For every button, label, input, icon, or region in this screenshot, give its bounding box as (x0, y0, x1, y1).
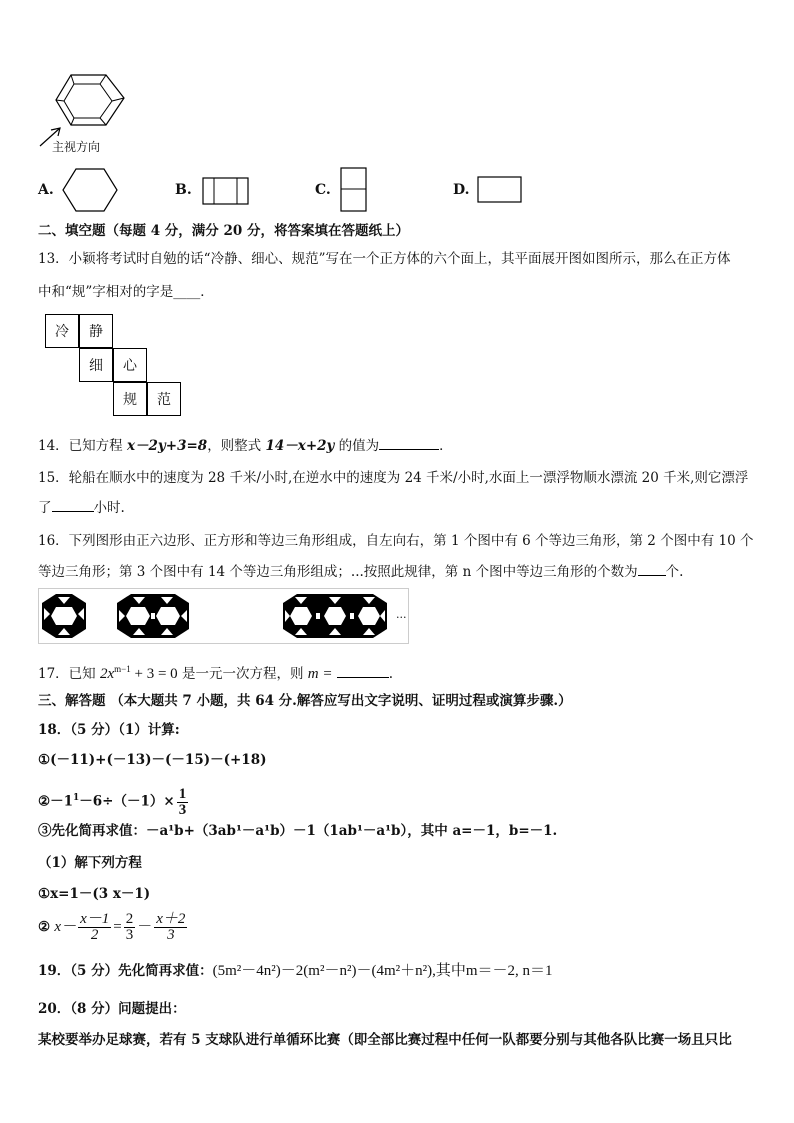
net-cell-5: 规 (113, 382, 147, 416)
net-cell-2: 静 (79, 314, 113, 348)
q18-item1: ①(－11)+(－13)－(－15)－(+18) (38, 752, 267, 768)
q16-line1: 16．下列图形由正六边形、正方形和等边三角形组成，自左向右，第 1 个图中有 6 个等边三角形，第 2 个图中有 10 个 (38, 533, 754, 549)
q19-line: 19．（5 分）先化简再求值：(5m²－4n²)－2(m²－n²)－(4m²＋n²),其中m＝－2, n＝1 (38, 963, 553, 979)
q16-text-b: 个. (665, 564, 684, 580)
q14-text-b: ，则整式 (207, 438, 266, 454)
q18-item2-fraction: $\frac{1}{3}$ (178, 785, 187, 818)
q18-eq2: ② x－ $\frac{x-1}{2}$ = $\frac{2}{3}$ － $\frac{x+2}{3}$ (38, 911, 186, 943)
option-a-label[interactable]: A. (38, 182, 54, 198)
q14-expression: 14－x+2y (265, 438, 335, 454)
net-cell-1: 冷 (45, 314, 79, 348)
q19-expression: (5m²－4n²)－2(m²－n²)－(4m²＋n²),其中m＝－2, n＝1 (212, 963, 553, 979)
option-a-hexagon-shape[interactable] (62, 168, 118, 216)
q14-text-d: ． (439, 438, 453, 454)
pattern-continuation-dots: ... (396, 608, 407, 621)
q18-item3: ③先化简再求值：－a¹b+（3ab¹－a¹b）－1（1ab¹－a¹b），其中 a=－1，b=－1. (38, 823, 558, 839)
q17-line (38, 660, 393, 683)
q20-title: 20．（8 分）问题提出： (38, 1001, 186, 1017)
net-cell-4: 心 (113, 348, 147, 382)
q18-sub2: （1）解下列方程 (38, 855, 142, 871)
q15-line1: 15．轮船在顺水中的速度为 28 千米/小时,在逆水中的速度为 24 千米/小时,水面上一漂浮物顺水漂流 20 千米,则它漂浮 (38, 470, 749, 486)
q18-eq1: ①x=1－(3 x－1) (38, 886, 151, 902)
hexagon-pattern-figure (38, 588, 410, 644)
option-d-rect-shape[interactable] (477, 176, 523, 208)
q17-answer-blank[interactable] (337, 665, 389, 678)
q15-text-a: 了 (38, 500, 52, 516)
q17-equation: $2x^{m-1} + 3 = 0$ (99, 664, 178, 682)
net-cell-6: 范 (147, 382, 181, 416)
q13-line1: 13．小颖将考试时自勉的话“冷静、细心、规范”写在一个正方体的六个面上，其平面展开图如图所示，那么在正方体 (38, 251, 731, 267)
option-b-label[interactable]: B. (175, 182, 192, 198)
q14-text-a: 14．已知方程 (38, 438, 127, 454)
q13-line2: 中和“规”字相对的字是____． (38, 284, 214, 300)
option-c-rect-shape[interactable] (340, 167, 368, 217)
q20-line1: 某校要举办足球赛，若有 5 支球队进行单循环比赛（即全部比赛过程中任何一队都要分别与其他各队比赛一场且只比 (38, 1032, 732, 1048)
q15-line2 (38, 499, 125, 517)
q15-text-b: 小时. (93, 500, 125, 516)
q16-line2 (38, 563, 683, 581)
q17-end: . (388, 666, 394, 682)
q17-prefix: 17．已知 (38, 666, 96, 682)
q16-text-a: 等边三角形；第 3 个图中有 14 个等边三角形组成；...按照此规律，第 n 个图中等边三角形的个数为 (38, 564, 638, 580)
view-direction-caption: 主视方向 (52, 140, 101, 154)
section2-heading: 二、填空题（每题 4 分，满分 20 分，将答案填在答题纸上） (38, 223, 409, 239)
q14-line (38, 437, 453, 455)
q18-title: 18．（5 分）（1）计算: (38, 722, 180, 738)
q17-middle: 是一元一次方程，则 (181, 666, 304, 682)
q16-answer-blank[interactable] (638, 563, 666, 576)
q18-item2: $②-1^1-6\div(-1)\times$ $\frac{1}{3}$ (38, 785, 187, 818)
option-d-label[interactable]: D. (453, 182, 470, 198)
option-c-label[interactable]: C. (315, 182, 331, 198)
q14-equation: x－2y+3=8 (126, 438, 208, 454)
net-cell-3: 细 (79, 348, 113, 382)
option-b-rect-shape[interactable] (202, 177, 250, 209)
q15-answer-blank[interactable] (52, 499, 94, 512)
q14-text-c: 的值为 (334, 438, 380, 454)
q17-m: m = (307, 666, 333, 682)
section3-heading: 三、解答题 （本大题共 7 小题，共 64 分.解答应写出文字说明、证明过程或演算步骤.） (38, 693, 572, 709)
q14-answer-blank[interactable] (379, 437, 439, 450)
